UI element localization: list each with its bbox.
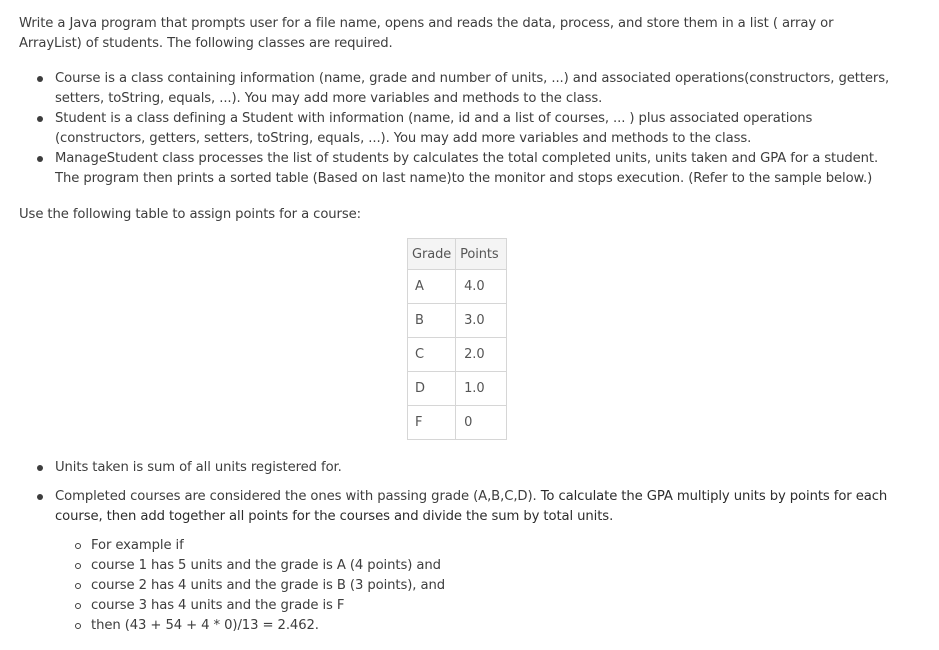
points-cell: 4.0 [456, 270, 507, 304]
points-cell: 3.0 [456, 304, 507, 338]
grade-cell: F [408, 406, 456, 440]
table-row [408, 406, 507, 440]
example-item: course 1 has 5 units and the grade is A (4 points) and [19, 556, 445, 576]
table-row [408, 372, 507, 406]
grade-cell: A [408, 270, 456, 304]
points-cell: 0 [456, 406, 507, 440]
grade-points-table [407, 238, 507, 440]
intro-paragraph: Write a Java program that prompts user for a file name, opens and reads the data, process, and store them in a list ( array or ArrayList) of students. The following classes are required. [19, 16, 834, 51]
example-list [19, 536, 445, 636]
requirements-list [19, 69, 899, 189]
header-points: Points [456, 239, 507, 270]
requirement-student: Student is a class defining a Student with information (name, id and a list of courses, ... ) plus associated operations (constructors, getters, setters, toString, equals, ...). You may add more variables and methods to the class. [19, 109, 899, 149]
grade-cell: C [408, 338, 456, 372]
table-row [408, 304, 507, 338]
grade-cell: D [408, 372, 456, 406]
table-row [408, 270, 507, 304]
example-item: course 2 has 4 units and the grade is B (3 points), and [19, 576, 445, 596]
example-item: course 3 has 4 units and the grade is F [19, 596, 445, 616]
header-grade: Grade [408, 239, 456, 270]
grade-cell: B [408, 304, 456, 338]
example-item: For example if [19, 536, 445, 556]
note-completed-definition: Completed courses are considered the ones with passing grade (A,B,C,D). [55, 489, 541, 504]
note-completed-courses [19, 487, 899, 527]
table-intro: Use the following table to assign points for a course: [19, 207, 361, 222]
example-item: then (43 + 54 + 4 * 0)/13 = 2.462. [19, 616, 445, 636]
note-units-taken: Units taken is sum of all units registered for. [19, 458, 899, 478]
points-cell: 1.0 [456, 372, 507, 406]
table-row [408, 338, 507, 372]
requirement-course: Course is a class containing information (name, grade and number of units, ...) and associated operations(constructors, getters, setters, toString, equals, ...). You may add more variables and methods to the class. [19, 69, 899, 109]
requirement-manage-student: ManageStudent class processes the list of students by calculates the total completed units, units taken and GPA for a student. The program then prints a sorted table (Based on last name)to the monitor and stops execution. (Refer to the sample below.) [19, 149, 899, 189]
points-cell: 2.0 [456, 338, 507, 372]
notes-list [19, 458, 899, 527]
note-gpa-calculation: To calculate the GPA multiply units by points for each course, then add together all points for the courses and divide the sum by total units. [55, 489, 888, 524]
table-header-row [408, 239, 507, 270]
